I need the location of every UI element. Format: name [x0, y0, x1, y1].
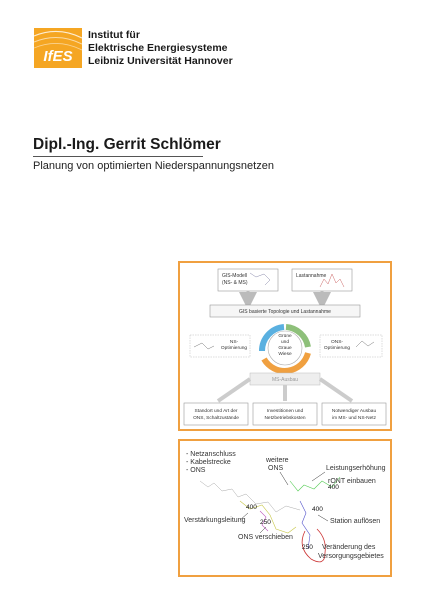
- rating-400-right: 400: [312, 506, 323, 513]
- cycle-center-1: Grüne: [278, 334, 292, 339]
- rating-250-bottom: 250: [302, 544, 313, 551]
- output-box-1: [184, 403, 248, 425]
- pointer-ons-verschieben: [260, 527, 266, 533]
- rating-400-left: 400: [246, 504, 257, 511]
- legend-ons: - ONS: [186, 467, 206, 474]
- output-box-3: [322, 403, 386, 425]
- label-leistung: Leistungserhöhung: [326, 465, 386, 472]
- output-2-line-1: Investitionen und: [266, 409, 304, 414]
- legend-cable: - Kabelstrecke: [186, 459, 231, 466]
- institute-name: [88, 29, 233, 68]
- pointer-weitere-ons: [280, 472, 288, 485]
- output-3-line-2: im MS- und NS-Netz: [332, 416, 376, 421]
- title-divider: [33, 156, 203, 157]
- ifes-logo: [34, 28, 82, 68]
- rating-250-left: 250: [260, 519, 271, 526]
- ons-opt-label-1: ONS-: [331, 340, 343, 345]
- rating-400-top: 400: [328, 484, 339, 491]
- output-1-line-2: ONS, Schaltzustände: [193, 416, 239, 421]
- institute-line-1: Institut für: [88, 29, 140, 41]
- ons-opt-label-2: Optimierung: [323, 346, 351, 351]
- cable-trace-blue: [300, 501, 310, 549]
- institute-line-2: Elektrische Energiesysteme: [88, 42, 228, 54]
- load-label: Lastannahme: [296, 273, 327, 279]
- planning-flow-figure: [178, 261, 392, 431]
- label-versorgung-2: Versorgungsgebietes: [318, 553, 384, 560]
- pointer-leistung: [312, 472, 325, 481]
- legend-connection: - Netzanschluss: [186, 451, 236, 458]
- ns-opt-label-1: NS-: [229, 340, 239, 345]
- label-weitere-ons-1: weitere: [266, 457, 289, 464]
- cycle-center-4: Wiese: [278, 352, 292, 357]
- label-weitere-ons-2: ONS: [268, 465, 284, 472]
- output-box-2: [253, 403, 317, 425]
- arrow-output-3: [320, 379, 352, 401]
- ms-expansion-label: MS-Ausbau: [271, 377, 299, 383]
- ns-opt-label-2: Optimierung: [220, 346, 248, 351]
- label-versorgung-1: Veränderung des: [322, 544, 376, 551]
- output-3-line-1: Notwendiger Ausbau: [331, 409, 377, 414]
- cycle-center-3: Graue: [278, 346, 292, 351]
- thesis-subtitle: Planung von optimierten Niederspannungsnetzen: [33, 160, 274, 172]
- author-title: Dipl.-Ing. Gerrit Schlömer: [33, 136, 221, 153]
- cycle-center-2: und: [280, 340, 290, 345]
- label-ons-verschieben: ONS verschieben: [238, 534, 293, 541]
- output-1-line-1: Standort und Art der: [194, 409, 238, 414]
- network-map-figure: [178, 439, 392, 577]
- institute-line-3: Leibniz Universität Hannover: [88, 55, 233, 67]
- pointer-station: [318, 515, 328, 521]
- gis-model-label-2: (NS- & MS): [222, 280, 248, 286]
- output-2-line-2: Netzbetriebskosten: [264, 416, 306, 421]
- topology-label: GIS basierte Topologie und Lastannahme: [239, 309, 331, 315]
- logo-text: IfES: [43, 48, 73, 65]
- arrow-output-1: [218, 379, 250, 401]
- label-station: Station auflösen: [330, 518, 381, 525]
- gis-model-label-1: GIS-Modell: [222, 273, 248, 279]
- label-verstaerkung: Verstärkungsleitung: [184, 517, 246, 524]
- label-ront: rONT einbauen: [328, 478, 376, 485]
